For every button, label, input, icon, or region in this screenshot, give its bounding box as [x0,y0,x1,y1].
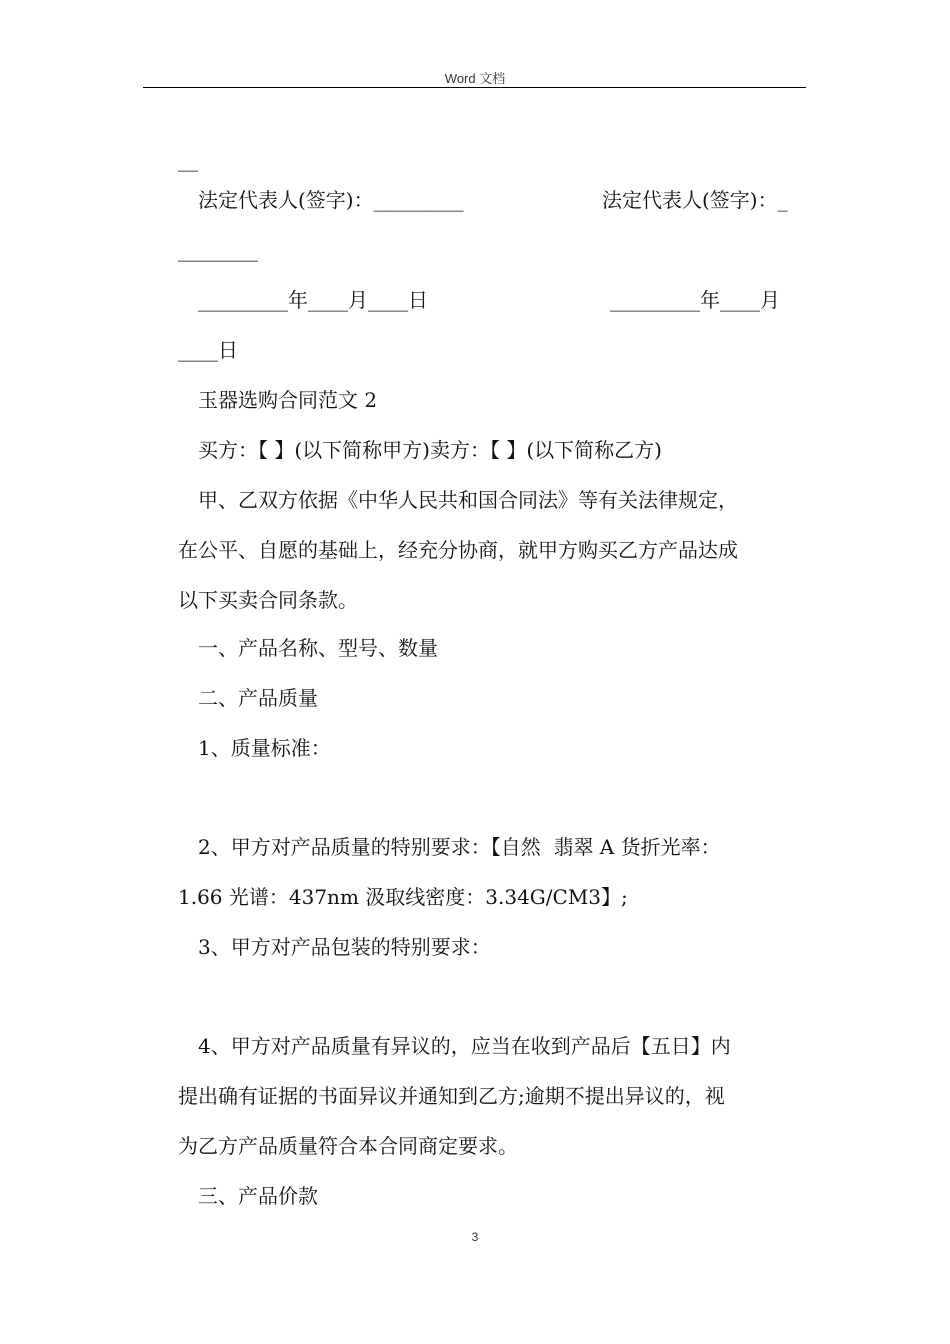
text-line: 甲、乙双方依据《中华人民共和国合同法》等有关法律规定， [198,488,738,512]
section-heading: 二、产品质量 [198,686,318,710]
header-divider [143,87,806,88]
header-title: Word 文档 [444,71,506,86]
text-line: 4、甲方对产品质量有异议的，应当在收到产品后【五日】内 [198,1034,731,1058]
text-line-signature-left: 法定代表人(签字)：_________ [198,188,464,212]
text-line: 提出确有证据的书面异议并通知到乙方;逾期不提出异议的，视 [178,1084,725,1108]
text-line: 2、甲方对产品质量的特别要求：【自然 翡翠 A 货折光率： [198,835,721,859]
section-heading: 一、产品名称、型号、数量 [198,636,438,660]
text-line: __ [178,148,198,172]
text-line: 3、甲方对产品包装的特别要求： [198,935,491,959]
text-line: ____日 [178,338,238,362]
text-line-date-left: _________年____月____日 [198,288,428,312]
text-line: 买方：【 】(以下简称甲方)卖方：【 】(以下简称乙方) [198,438,662,462]
section-title: 玉器选购合同范文 2 [198,388,378,412]
text-line: 在公平、自愿的基础上，经充分协商，就甲方购买乙方产品达成 [178,538,738,562]
text-line: 1、质量标准： [198,736,331,760]
text-line-date-right: _________年____月 [610,288,780,312]
page-number: 3 [471,1230,479,1244]
section-heading: 三、产品价款 [198,1184,318,1208]
text-line-signature-right: 法定代表人(签字)：_ [602,188,788,212]
text-line: ________ [178,238,258,262]
text-line: 为乙方产品质量符合本合同商定要求。 [178,1134,518,1158]
text-line: 以下买卖合同条款。 [178,588,358,612]
text-line: 1.66 光谱：437nm 汲取线密度：3.34G/CM3】; [178,885,628,909]
